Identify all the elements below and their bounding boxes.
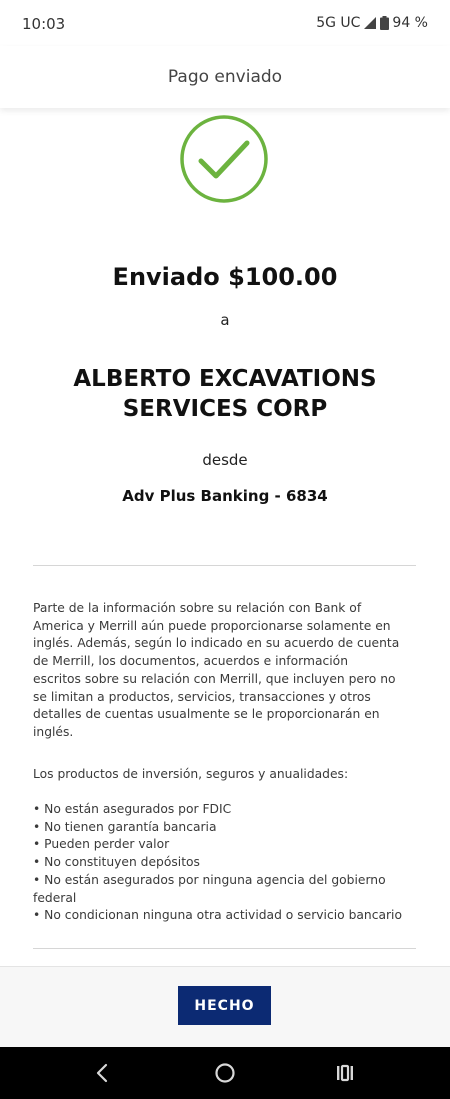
to-label: a	[220, 311, 230, 329]
battery-level: 94 %	[392, 15, 428, 31]
footer	[0, 966, 450, 1047]
recents-icon[interactable]	[331, 1059, 359, 1087]
home-circle-icon[interactable]	[211, 1059, 239, 1087]
list-item: • No tienen garantía bancaria	[33, 819, 419, 837]
from-label: desde	[202, 451, 248, 469]
disclosure-line: detalles de cuentas usualmente se le proporcionarán en	[33, 707, 380, 722]
disclosure-line: inglés. Además, según lo indicado en su acuerdo de cuenta	[33, 636, 400, 651]
system-nav-bar	[0, 1047, 450, 1099]
status-bar	[0, 0, 450, 46]
disclosure-line: se limitan a productos, servicios, transacciones y otros	[33, 689, 371, 704]
network-label: 5G UC	[316, 15, 361, 31]
divider	[33, 948, 416, 949]
disclosure-line: Parte de la información sobre su relación con Bank of	[33, 601, 362, 615]
checkmark-circle-icon	[179, 114, 269, 204]
list-item: • No constituyen depósitos	[33, 854, 419, 872]
list-item: • No están asegurados por ninguna agencia del gobierno federal	[33, 872, 419, 907]
back-chevron-icon[interactable]	[88, 1059, 116, 1087]
disclosure-line: inglés.	[33, 724, 74, 739]
divider	[33, 565, 416, 566]
page-title: Pago enviado	[167, 67, 283, 87]
disclosure-line: de Merrill, los documentos, acuerdos e información	[33, 654, 348, 669]
list-item: • No condicionan ninguna otra actividad o servicio bancario	[33, 907, 419, 925]
done-button[interactable]: HECHO	[178, 986, 271, 1025]
disclosure-line: America y Merrill aún puede proporcionarse solamente en	[33, 618, 391, 633]
page-header	[0, 46, 450, 108]
list-item: • Pueden perder valor	[33, 836, 419, 854]
status-indicators	[316, 15, 428, 31]
confirmation-content[interactable]	[0, 108, 450, 966]
source-account: Adv Plus Banking - 6834	[122, 487, 328, 505]
disclosure-intro: Los productos de inversión, seguros y anualidades:	[33, 767, 349, 781]
signal-icon	[363, 17, 377, 30]
disclosure-list	[33, 801, 419, 925]
sent-amount: Enviado $100.00	[112, 263, 338, 291]
disclosure-paragraph	[33, 600, 419, 742]
status-time: 10:03	[22, 15, 66, 33]
payee-name: ALBERTO EXCAVATIONS SERVICES CORP	[73, 366, 377, 422]
list-item: • No están asegurados por FDIC	[33, 801, 419, 819]
battery-icon	[380, 16, 389, 30]
disclosure-line: escritos sobre su relación con Merrill, que incluyen pero no	[33, 671, 396, 686]
